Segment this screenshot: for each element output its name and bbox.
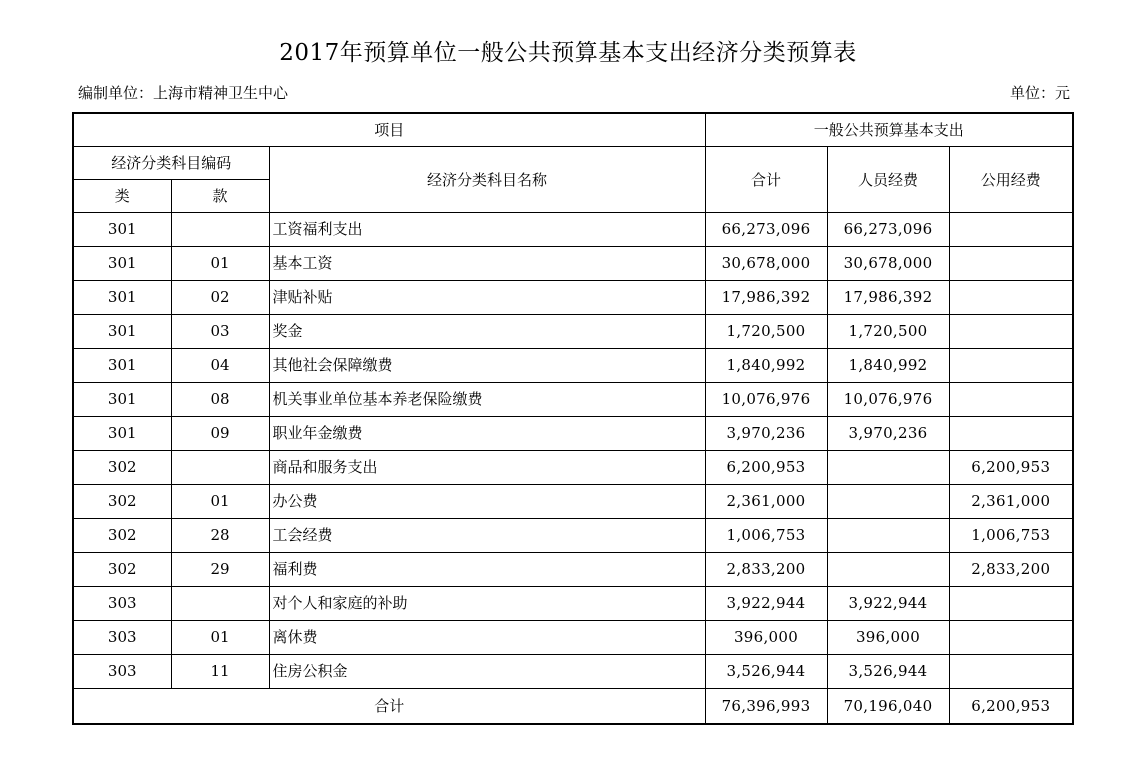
cell-public <box>949 315 1073 349</box>
table-row <box>73 451 1073 485</box>
cell-class: 302 <box>73 519 171 553</box>
cell-item: 29 <box>171 553 269 587</box>
table-row <box>73 587 1073 621</box>
cell-personnel <box>827 451 949 485</box>
cell-class: 301 <box>73 281 171 315</box>
cell-personnel <box>827 553 949 587</box>
cell-personnel <box>827 519 949 553</box>
grand-total-sum: 76,396,993 <box>705 689 827 725</box>
budget-table <box>72 112 1074 725</box>
cell-public <box>949 417 1073 451</box>
cell-item: 08 <box>171 383 269 417</box>
cell-subject-name: 住房公积金 <box>269 655 705 689</box>
header-expenditure: 一般公共预算基本支出 <box>705 113 1073 147</box>
cell-subject-name: 职业年金缴费 <box>269 417 705 451</box>
cell-total: 1,006,753 <box>705 519 827 553</box>
table-row <box>73 281 1073 315</box>
table-row <box>73 621 1073 655</box>
cell-subject-name: 奖金 <box>269 315 705 349</box>
cell-public <box>949 247 1073 281</box>
cell-class: 301 <box>73 349 171 383</box>
currency-unit: 单位：元 <box>1009 84 1070 102</box>
cell-item: 04 <box>171 349 269 383</box>
cell-class: 303 <box>73 621 171 655</box>
cell-subject-name: 津贴补贴 <box>269 281 705 315</box>
header-public: 公用经费 <box>949 147 1073 213</box>
cell-personnel: 66,273,096 <box>827 213 949 247</box>
cell-public <box>949 383 1073 417</box>
cell-total: 3,970,236 <box>705 417 827 451</box>
cell-personnel: 396,000 <box>827 621 949 655</box>
cell-personnel: 3,922,944 <box>827 587 949 621</box>
header-row-2 <box>73 147 1073 180</box>
cell-personnel: 1,840,992 <box>827 349 949 383</box>
cell-class: 302 <box>73 485 171 519</box>
cell-public: 2,361,000 <box>949 485 1073 519</box>
cell-subject-name: 其他社会保障缴费 <box>269 349 705 383</box>
grand-total-label: 合计 <box>73 689 705 725</box>
cell-subject-name: 工资福利支出 <box>269 213 705 247</box>
header-code-item: 款 <box>171 180 269 213</box>
cell-subject-name: 机关事业单位基本养老保险缴费 <box>269 383 705 417</box>
cell-class: 301 <box>73 315 171 349</box>
cell-public <box>949 281 1073 315</box>
cell-personnel: 30,678,000 <box>827 247 949 281</box>
cell-total: 3,526,944 <box>705 655 827 689</box>
grand-total-personnel: 70,196,040 <box>827 689 949 725</box>
cell-total: 1,840,992 <box>705 349 827 383</box>
table-row <box>73 655 1073 689</box>
cell-public: 6,200,953 <box>949 451 1073 485</box>
cell-class: 302 <box>73 553 171 587</box>
cell-item <box>171 213 269 247</box>
cell-personnel: 17,986,392 <box>827 281 949 315</box>
cell-subject-name: 福利费 <box>269 553 705 587</box>
cell-total: 1,720,500 <box>705 315 827 349</box>
cell-class: 303 <box>73 587 171 621</box>
cell-class: 302 <box>73 451 171 485</box>
cell-public <box>949 621 1073 655</box>
table-row <box>73 485 1073 519</box>
cell-personnel: 10,076,976 <box>827 383 949 417</box>
table-row <box>73 519 1073 553</box>
page-title: 2017年预算单位一般公共预算基本支出经济分类预算表 <box>279 40 857 66</box>
cell-total: 30,678,000 <box>705 247 827 281</box>
header-subject-name: 经济分类科目名称 <box>269 147 705 213</box>
cell-subject-name: 商品和服务支出 <box>269 451 705 485</box>
cell-total: 2,361,000 <box>705 485 827 519</box>
cell-class: 301 <box>73 417 171 451</box>
cell-personnel: 3,526,944 <box>827 655 949 689</box>
header-code-group: 经济分类科目编码 <box>73 147 269 180</box>
cell-public <box>949 349 1073 383</box>
reporting-unit: 编制单位：上海市精神卫生中心 <box>78 84 289 102</box>
cell-class: 301 <box>73 213 171 247</box>
cell-total: 2,833,200 <box>705 553 827 587</box>
table-row <box>73 553 1073 587</box>
cell-item: 02 <box>171 281 269 315</box>
cell-class: 301 <box>73 247 171 281</box>
cell-public <box>949 587 1073 621</box>
cell-total: 10,076,976 <box>705 383 827 417</box>
cell-personnel: 1,720,500 <box>827 315 949 349</box>
cell-public <box>949 213 1073 247</box>
cell-public: 1,006,753 <box>949 519 1073 553</box>
cell-subject-name: 基本工资 <box>269 247 705 281</box>
header-total: 合计 <box>705 147 827 213</box>
table-row <box>73 315 1073 349</box>
cell-subject-name: 对个人和家庭的补助 <box>269 587 705 621</box>
cell-total: 6,200,953 <box>705 451 827 485</box>
table-row <box>73 417 1073 451</box>
grand-total-row <box>73 689 1073 725</box>
header-row-1 <box>73 113 1073 147</box>
header-project: 项目 <box>73 113 705 147</box>
cell-public <box>949 655 1073 689</box>
cell-total: 3,922,944 <box>705 587 827 621</box>
cell-personnel <box>827 485 949 519</box>
cell-item: 01 <box>171 621 269 655</box>
cell-item: 01 <box>171 247 269 281</box>
cell-total: 17,986,392 <box>705 281 827 315</box>
cell-public: 2,833,200 <box>949 553 1073 587</box>
cell-item: 09 <box>171 417 269 451</box>
cell-item: 28 <box>171 519 269 553</box>
cell-item <box>171 587 269 621</box>
cell-item: 11 <box>171 655 269 689</box>
header-personnel: 人员经费 <box>827 147 949 213</box>
cell-subject-name: 工会经费 <box>269 519 705 553</box>
cell-class: 303 <box>73 655 171 689</box>
cell-item: 03 <box>171 315 269 349</box>
cell-item <box>171 451 269 485</box>
grand-total-public: 6,200,953 <box>949 689 1073 725</box>
cell-subject-name: 离休费 <box>269 621 705 655</box>
cell-total: 66,273,096 <box>705 213 827 247</box>
header-code-class: 类 <box>73 180 171 213</box>
table-row <box>73 213 1073 247</box>
cell-item: 01 <box>171 485 269 519</box>
table-row <box>73 383 1073 417</box>
table-row <box>73 247 1073 281</box>
table-row <box>73 349 1073 383</box>
cell-personnel: 3,970,236 <box>827 417 949 451</box>
cell-total: 396,000 <box>705 621 827 655</box>
cell-subject-name: 办公费 <box>269 485 705 519</box>
cell-class: 301 <box>73 383 171 417</box>
